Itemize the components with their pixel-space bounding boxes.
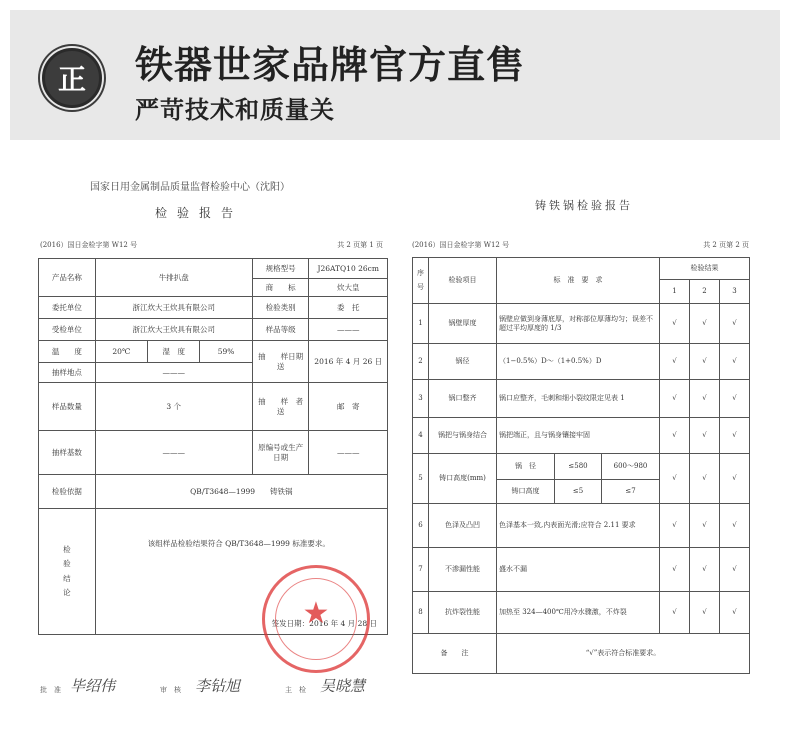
inspected-value: 浙江炊大王炊具有限公司 xyxy=(95,319,252,341)
brand-label: 商 标 xyxy=(252,279,309,297)
brand-value: 炊大皇 xyxy=(309,279,388,297)
model-value: J26ATQ10 26cm xyxy=(309,259,388,279)
inspect-type-label: 检验类别 xyxy=(252,297,309,319)
audit-label: 审 核 xyxy=(160,686,181,694)
grade-value: ——— xyxy=(309,319,388,341)
table-row: 4 锅把与锅身结合 锅把端正，且与锅身镶接牢固 √ √ √ xyxy=(413,418,750,454)
approve-label: 批 准 xyxy=(40,686,61,694)
table-row: 3 锅口整齐 锅口应整齐，毛刺和细小裂纹限定见表 1 √ √ √ xyxy=(413,380,750,418)
sample-qty-value: 3 个 xyxy=(95,383,252,431)
report-2-title: 铸铁锅检验报告 xyxy=(535,199,633,212)
table-row: 7 不渗漏性能 盛水不漏 √ √ √ xyxy=(413,548,750,592)
product-name-label: 产品名称 xyxy=(39,259,96,297)
col-item-header: 检验项目 xyxy=(429,258,497,304)
brand-banner xyxy=(10,10,780,140)
remark-text: “√”表示符合标准要求。 xyxy=(497,634,750,674)
table-row: 6 色泽及凸凹 色泽基本一致,内表面光滑;应符合 2.11 要求 √ √ √ xyxy=(413,504,750,548)
client-value: 浙江炊大王炊具有限公司 xyxy=(95,297,252,319)
basis-label: 检验依据 xyxy=(39,475,96,509)
report-2-number: (2016）国日金检字第 W12 号 xyxy=(412,241,510,249)
report-title: 检验报告 xyxy=(155,206,244,220)
remark-label: 备 注 xyxy=(413,634,497,674)
sample-date-label: 抽 样日期送 xyxy=(252,341,309,383)
genuine-badge-icon xyxy=(42,48,102,108)
issue-date: 签发日期：2016 年 4 月 28 日 xyxy=(271,618,377,628)
sample-place-value: ——— xyxy=(95,363,252,383)
col-standard-header: 标 准 要 求 xyxy=(497,258,660,304)
main-inspector-label: 主 检 xyxy=(285,686,306,694)
sampler-label: 抽 样 者送 xyxy=(252,383,309,431)
temperature-label: 温 度 xyxy=(39,341,96,363)
col-result-3: 3 xyxy=(720,280,750,304)
remark-row xyxy=(413,634,750,674)
sampler-value: 邮 寄 xyxy=(309,383,388,431)
client-label: 委托单位 xyxy=(39,297,96,319)
conclusion-label: 检验结论 xyxy=(39,509,96,635)
main-inspector-signature: 吴晓慧 xyxy=(320,677,366,695)
col-result-2: 2 xyxy=(690,280,720,304)
sample-base-label: 抽样基数 xyxy=(39,431,96,475)
humidity-value: 59% xyxy=(200,341,252,363)
sample-qty-label: 样品数量 xyxy=(39,383,96,431)
product-name: 牛排扒盘 xyxy=(95,259,252,297)
code-value: ——— xyxy=(309,431,388,475)
banner-subtitle: 严苛技术和质量关 xyxy=(135,96,335,124)
code-label: 原编号或生产日期 xyxy=(252,431,309,475)
approve-signature: 毕绍伟 xyxy=(70,677,116,695)
temperature-value: 20℃ xyxy=(95,341,147,363)
banner-title: 铁器世家品牌官方直售 xyxy=(135,43,526,87)
badge-text: 正 xyxy=(57,63,86,96)
col-result-1: 1 xyxy=(660,280,690,304)
sample-base-value: ——— xyxy=(95,431,252,475)
signature-row xyxy=(40,675,400,700)
inspection-report-page-1 xyxy=(30,170,395,695)
col-no-header: 序号 xyxy=(413,258,429,304)
sample-date-value: 2016 年 4 月 26 日 xyxy=(309,341,388,383)
inspection-report-page-2 xyxy=(410,185,755,665)
audit-signature: 李钻旭 xyxy=(195,677,241,695)
sample-place-label: 抽样地点 xyxy=(39,363,96,383)
report-org: 国家日用金属制品质量监督检验中心（沈阳） xyxy=(90,182,290,193)
inspection-results-table: 序号 检验项目 标 准 要 求 检验结果 1 2 3 1 锅壁厚度 锅壁应做到身薄底厚，对称部位厚薄均匀；误差不超过平均厚度的 1/3 √ √ √ 2 锅径 （1−0.5%）D～（1+0.5%）D √ √ √ 3 锅口整齐 锅口应整齐，毛刺和细小裂纹限定见表 1 √ √ √ 4 锅把与锅身结合 锅把端正，且与锅身镶接牢固 √ √ √ 5 铸口高度(mm) 锅 径 ≤580 600～980 √ √ √ 铸口高度 ≤5 ≤7 6 色泽及凸凹 色泽基本一致,内表面光滑;应符合 2.11 要求 √ √ √ 7 不渗漏性能 盛水不漏 √ √ √ 8 抗炸裂性能 加热至 324—400℃用冷水骤激，不炸裂 √ √ √ 备 注 “√”表示符合标准要求。 xyxy=(412,257,750,674)
inspect-type-value: 委 托 xyxy=(309,297,388,319)
table-row: 8 抗炸裂性能 加热至 324—400℃用冷水骤激，不炸裂 √ √ √ xyxy=(413,592,750,634)
table-row: 2 锅径 （1−0.5%）D～（1+0.5%）D √ √ √ xyxy=(413,344,750,380)
inspected-label: 受检单位 xyxy=(39,319,96,341)
report-2-page-count: 共 2 页第 2 页 xyxy=(703,241,749,249)
official-seal-icon: ★ xyxy=(262,565,370,673)
report-number: (2016）国日金检字第 W12 号 xyxy=(40,241,138,249)
humidity-label: 湿 度 xyxy=(148,341,200,363)
table-row: 5 铸口高度(mm) 锅 径 ≤580 600～980 √ √ √ xyxy=(413,454,750,480)
model-label: 规格型号 xyxy=(252,259,309,279)
conclusion-text: 该组样品检验结果符合 QB/T3648—1999 标准要求。 xyxy=(147,539,330,548)
report-page-count: 共 2 页第 1 页 xyxy=(337,241,383,249)
table-row: 1 锅壁厚度 锅壁应做到身薄底厚，对称部位厚薄均匀；误差不超过平均厚度的 1/3 √ √ √ xyxy=(413,304,750,344)
basis-value: QB/T3648—1999 铸铁锅 xyxy=(95,475,387,509)
grade-label: 样品等级 xyxy=(252,319,309,341)
col-result-header: 检验结果 xyxy=(660,258,750,280)
